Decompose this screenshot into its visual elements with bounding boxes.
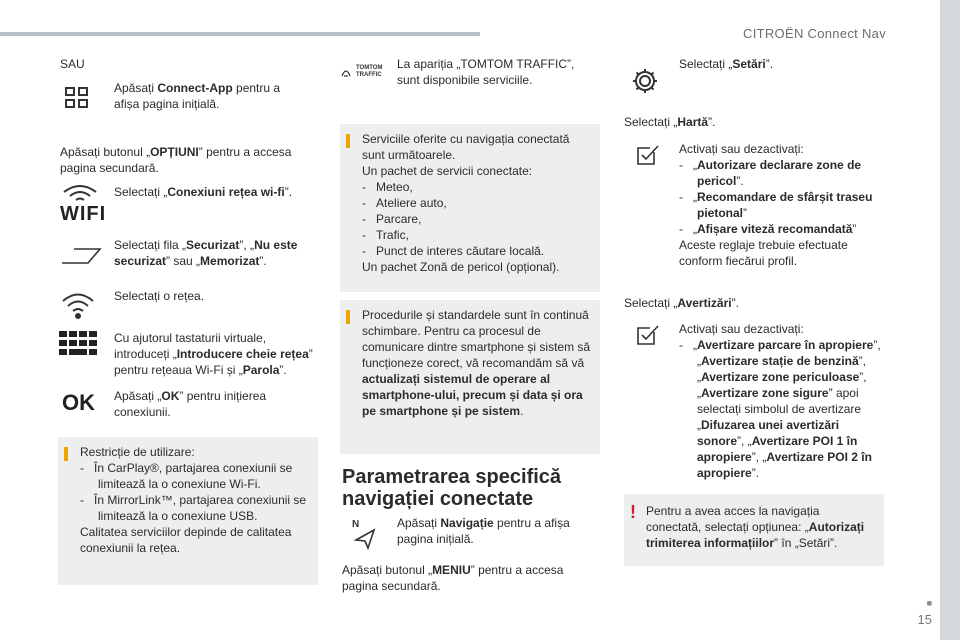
procedures-text: Procedurile și standardele sunt în continuă schimbare. Pentru ca procesul de comunicare dintre smartphone și sistem să funcționeze corect, vă recomandăm să vă actualizați sistemul de operare al smartphone-ului, precum și data și ora pe smartphone și pe sistem. xyxy=(362,308,591,418)
wifi-label: WIFI xyxy=(60,203,107,225)
gear-icon xyxy=(630,66,660,101)
wifi-text: Selectați „Conexiuni rețea wi-fi”. xyxy=(114,185,293,199)
harta-item: - „Autorizare declarare zone de pericol”. xyxy=(679,158,862,188)
services-pack: Un pachet de servicii conectate: xyxy=(362,164,533,178)
header-rule xyxy=(0,32,480,36)
svg-text:N: N xyxy=(352,519,360,530)
services-box xyxy=(340,124,600,292)
avertizari-text: Selectați „Avertizări”. xyxy=(624,296,739,310)
tomtom-text: La apariția „TOMTOM TRAFFIC”, sunt disponibile serviciile. xyxy=(397,57,575,87)
profile-note: Aceste reglaje trebuie efectuate conform fiecărui profil. xyxy=(679,238,848,268)
connect-app-text: Apăsați Connect-App pentru a afișa pagina inițială. xyxy=(114,81,281,111)
harta-item: - „Afișare viteză recomandată” xyxy=(679,222,857,236)
optiuni-text: Apăsați butonul „OPȚIUNI” pentru a accesa pagina secundară. xyxy=(60,145,292,175)
network-text: Selectați o rețea. xyxy=(114,289,205,303)
restriction-footer: Calitatea serviciilor depinde de calitatea conexiunii la rețea. xyxy=(80,525,292,555)
page-edge-bar xyxy=(940,0,960,640)
service-item: - Parcare, xyxy=(362,212,422,226)
restriction-item: - În CarPlay®, partajarea conexiunii se limitează la o conexiune Wi-Fi. xyxy=(80,461,293,491)
service-item: - Meteo, xyxy=(362,180,413,194)
restriction-content xyxy=(80,444,310,556)
harta-options xyxy=(679,141,879,269)
checkbox-check-icon xyxy=(636,144,660,171)
section-title: Parametrarea specifică navigației conectate xyxy=(342,466,562,510)
service-item: - Ateliere auto, xyxy=(362,196,447,210)
info-bar xyxy=(346,310,350,324)
tabs-text: Selectați fila „Securizat”, „Nu este securizat” sau „Memorizat”. xyxy=(114,238,298,268)
services-content xyxy=(362,131,592,275)
navigation-arrow-icon xyxy=(352,518,378,555)
page-number: 15 xyxy=(917,612,932,627)
keyboard-icon xyxy=(59,331,99,362)
keyboard-text: Cu ajutorul tastaturii virtuale, introduceți „Introducere cheie rețea” pentru rețeaua Wi-Fi și „Parola”. xyxy=(114,331,313,377)
restriction-item: - În MirrorLink™, partajarea conexiunii se limitează la o conexiune USB. xyxy=(80,493,307,523)
tomtom-logo xyxy=(340,64,388,85)
setari-text: Selectați „Setări”. xyxy=(679,57,774,71)
wifi-signal-icon xyxy=(60,290,96,325)
meniu-text: Apăsați butonul „MENIU” pentru a accesa pagina secundară. xyxy=(342,563,564,593)
tomtom-logo-text: TOMTOM TRAFFIC xyxy=(356,65,383,78)
activate-text: Activați sau dezactivați: xyxy=(679,322,804,336)
warning-mark-icon: ! xyxy=(630,502,636,522)
service-item: - Punct de interes căutare locală. xyxy=(362,244,545,258)
avertizari-item: - „Avertizare parcare în apropiere”, „Avertizare stație de benzină”, „Avertizare zone periculoase”, „Avertizare zone sigure” apoi selectați simbolul de avertizare „Difuzarea unei avertizări sonore”, „Avertizare POI 1 în apropiere”, „Avertizare POI 2 în apropiere”. xyxy=(679,338,881,480)
warning-box xyxy=(624,494,884,566)
procedures-box xyxy=(340,300,600,454)
ok-label: OK xyxy=(62,390,95,415)
services-intro: Serviciile oferite cu navigația conectată sunt următoarele. xyxy=(362,132,570,162)
tab-icon xyxy=(60,246,104,271)
activate-text: Activați sau dezactivați: xyxy=(679,142,804,156)
ok-text: Apăsați „OK” pentru inițierea conexiunii. xyxy=(114,389,267,419)
info-bar xyxy=(346,134,350,148)
sau-text: SAU xyxy=(60,57,85,71)
checkbox-check-icon xyxy=(636,324,660,351)
service-item: - Trafic, xyxy=(362,228,409,242)
apps-grid-icon xyxy=(64,86,90,115)
services-danger: Un pachet Zonă de pericol (opțional). xyxy=(362,260,560,274)
restriction-box xyxy=(58,437,318,585)
nav-text: Apăsați Navigație pentru a afișa pagina inițială. xyxy=(397,516,570,546)
harta-item: - „Recomandare de sfârșit traseu pietonal” xyxy=(679,190,873,220)
header-title: CITROËN Connect Nav xyxy=(743,26,886,41)
page-dot: ■ xyxy=(926,598,932,608)
harta-text: Selectați „Hartă”. xyxy=(624,115,716,129)
info-bar xyxy=(64,447,68,461)
avertizari-options xyxy=(679,321,889,481)
warning-text: Pentru a avea acces la navigația conectată, selectați opțiunea: „Autorizați trimiterea informațiilor” în „Setări”. xyxy=(646,504,865,550)
restriction-title: Restricție de utilizare: xyxy=(80,445,195,459)
